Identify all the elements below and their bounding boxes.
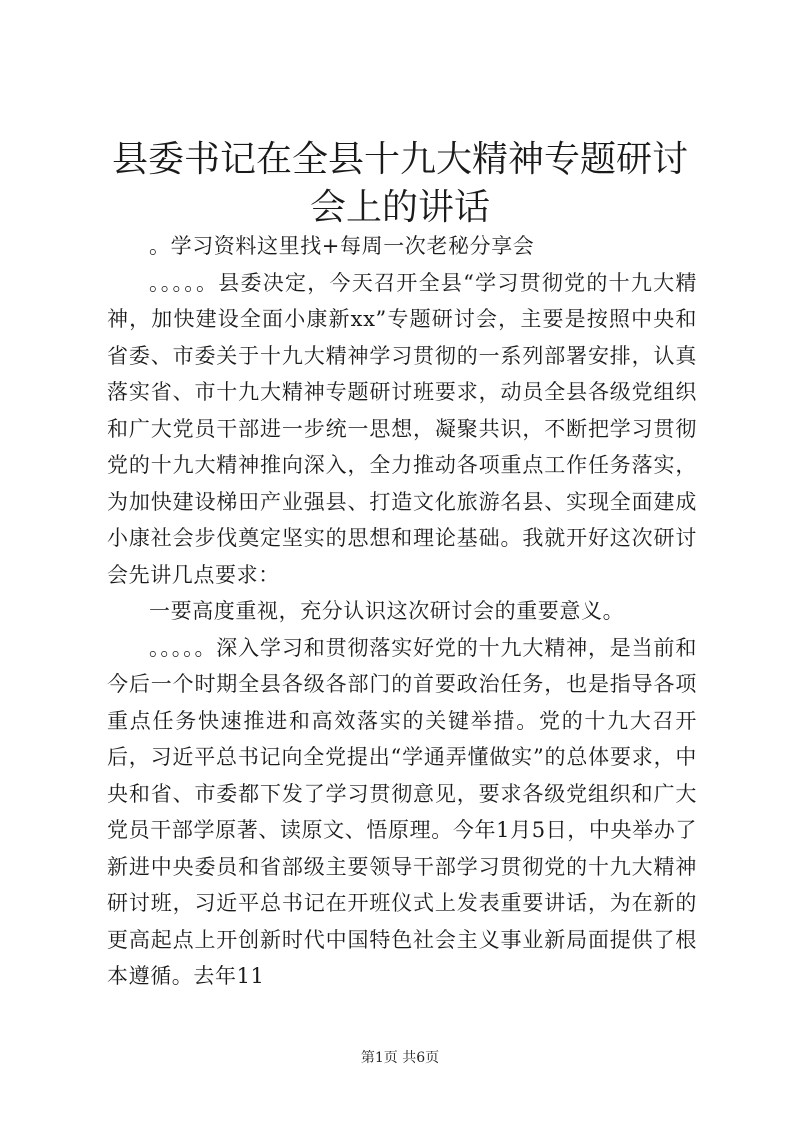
paragraph-body: 。。。。。深入学习和贯彻落实好党的十九大精神，是当前和今后一个时期全县各级各部门的首要政治任务，也是指导各项重点任务快速推进和高效落实的关键举措。党的十九大召开后，习近平总书记向全党提出“学通弄懂做实”的总体要求，中央和省、市委都下发了学习贯彻意见，要求各级党组织和广大党员干部学原著、读原文、悟原理。今年1月5日，中央举办了新进中央委员和省部级主要领导干部学习贯彻党的十九大精神研讨班，习近平总书记在开班仪式上发表重要讲话，为在新的更高起点上开创新时代中国特色社会主义事业新局面提供了根本遵循。去年11	[107, 635, 697, 988]
document-title: 县委书记在全县十九大精神专题研讨会上的讲话	[111, 139, 688, 228]
document-body	[107, 228, 697, 995]
paragraph-intro-note: 。学习资料这里找+每周一次老秘分享会	[149, 234, 535, 258]
paragraph-heading-one: 一要高度重视，充分认识这次研讨会的重要意义。	[149, 599, 625, 623]
paragraph-opening: 。。。。。县委决定，今天召开全县“学习贯彻党的十九大精神，加快建设全面小康新xx”专题研讨会，主要是按照中央和省委、市委关于十九大精神学习贯彻的一系列部署安排，认真落实省、市十九大精神专题研讨班要求，动员全县各级党组织和广大党员干部进一步统一思想，凝聚共识，不断把学习贯彻党的十九大精神推向深入，全力推动各项重点工作任务落实，为加快建设梯田产业强县、打造文化旅游名县、实现全面建成小康社会步伐奠定坚实的思想和理论基础。我就开好这次研讨会先讲几点要求：	[107, 270, 697, 587]
page-footer: 第1页 共6页	[360, 1050, 440, 1066]
